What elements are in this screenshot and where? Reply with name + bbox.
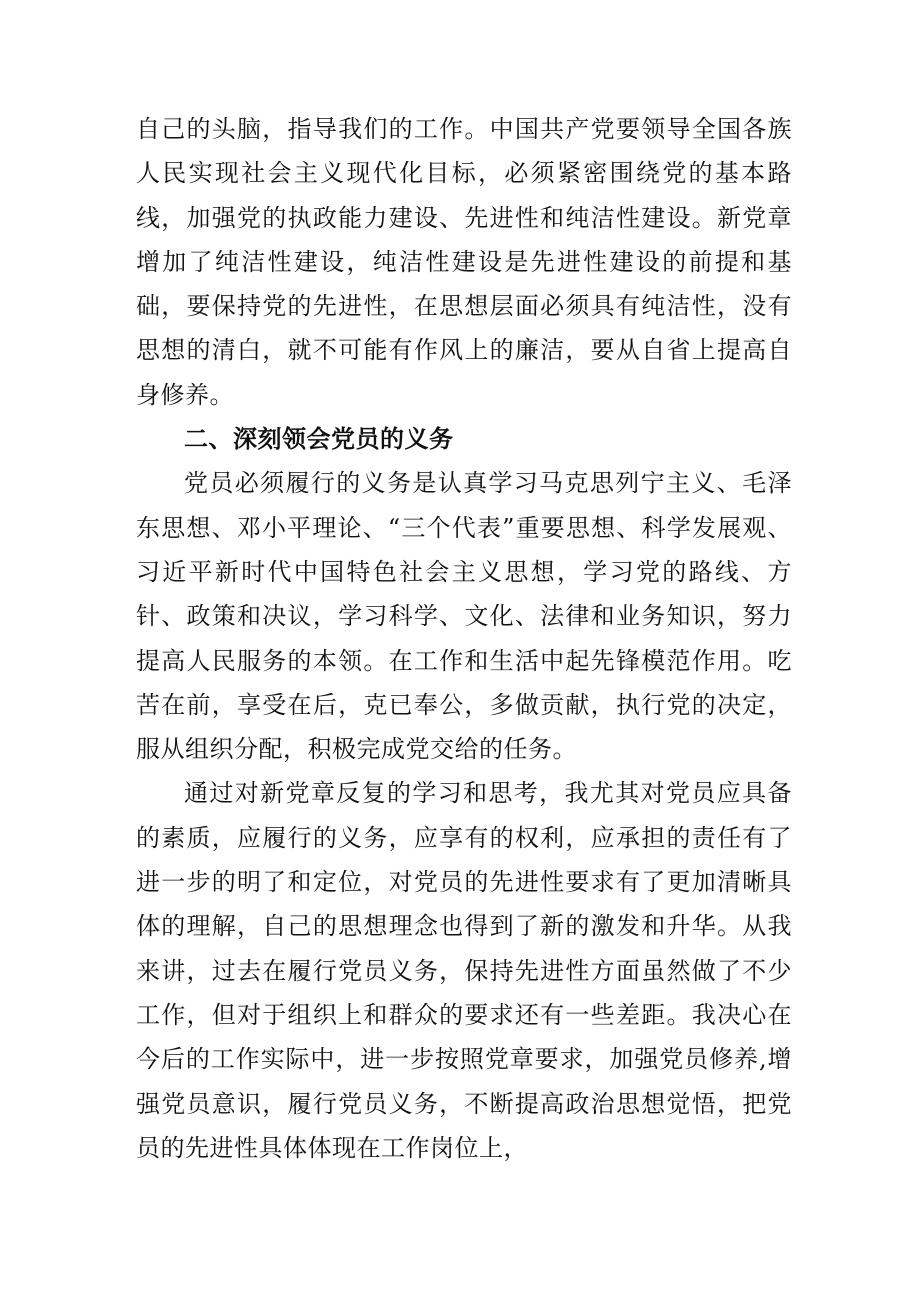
- paragraph-duties: 党员必须履行的义务是认真学习马克思列宁主义、毛泽东思想、邓小平理论、“三个代表”重要思想、科学发展观、习近平新时代中国特色社会主义思想，学习党的路线、方针、政策和决议，学习科学、文化、法律和业务知识，努力提高人民服务的本领。在工作和生活中起先锋模范作用。吃苦在前，享受在后，克已奉公，多做贡献，执行党的决定，服从组织分配，积极完成党交给的任务。: [136, 469, 792, 764]
- section-heading: 二、深刻领会党员的义务: [184, 425, 454, 454]
- document-body: [136, 107, 792, 1170]
- paragraph-continuation: 自己的头脑，指导我们的工作。中国共产党要领导全国各族人民实现社会主义现代化目标，必须紧密围绕党的基本路线，加强党的执政能力建设、先进性和纯洁性建设。新党章增加了纯洁性建设，纯洁性建设是先进性建设的前提和基础，要保持党的先进性，在思想层面必须具有纯洁性，没有思想的清白，就不可能有作风上的廉洁，要从自省上提高自身修养。: [136, 115, 792, 409]
- paragraph-reflection: 通过对新党章反复的学习和思考，我尤其对党员应具备的素质，应履行的义务，应享有的权利，应承担的责任有了进一步的明了和定位，对党员的先进性要求有了更加清晰具体的理解，自己的思想理念也得到了新的激发和升华。从我来讲，过去在履行党员义务，保持先进性方面虽然做了不少工作，但对于组织上和群众的要求还有一些差距。我决心在今后的工作实际中，进一步按照党章要求，加强党员修养,增强党员意识，履行党员义务，不断提高政治思想觉悟，把党员的先进性具体体现在工作岗位上，: [136, 779, 792, 1162]
